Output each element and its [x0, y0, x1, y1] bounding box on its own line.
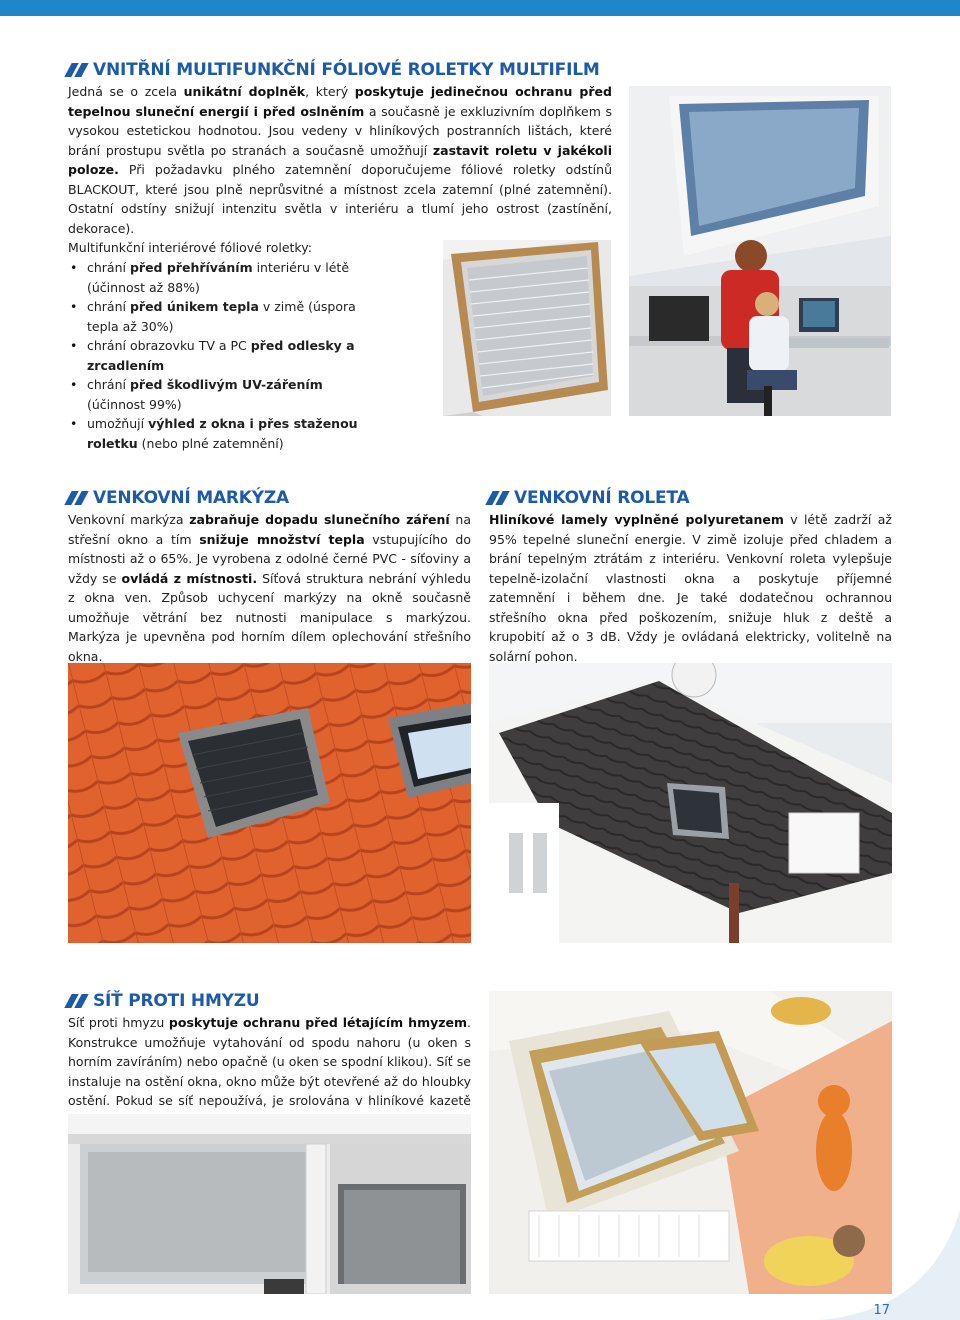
page-number: 17 [873, 1303, 890, 1318]
shutter-title-text: VENKOVNÍ ROLETA [514, 488, 690, 508]
section-title-awning [68, 488, 289, 508]
net-title-text: SÍŤ PROTI HMYZU [93, 991, 260, 1011]
double-slash-icon [68, 491, 85, 505]
interior-benefits-list [68, 258, 368, 453]
double-slash-icon [68, 994, 85, 1008]
benefit-item: • chrání před škodlivým UV-zářením (účinnost 99%) [68, 375, 368, 414]
interior-blind-closeup-photo [443, 240, 611, 416]
interior-list-heading: Multifunkční interiérové fóliové roletky: [68, 240, 312, 255]
benefit-item: • chrání před únikem tepla v zimě (úspora tepla až 30%) [68, 297, 368, 336]
awning-roof-photo [68, 663, 471, 943]
shutter-paragraph: Hliníkové lamely vyplněné polyuretanem v létě zadrží až 95% tepelné sluneční energie. V zimě izoluje před chladem a brání tepelným ztrátám z interiéru. Venkovní roleta vylepšuje tepelně-izolační vlastnosti okna a poskytuje příjemné zatemnění i během dne. Je také dodatečnou ochrannou střešního okna před poškozením, snižuje hluk z deště a krupobití až o 3 dB. Vždy je ovládaná elektricky, volitelně na solární pohon. [489, 512, 892, 664]
benefit-item: • chrání před přehříváním interiéru v létě (účinnost až 88%) [68, 258, 368, 297]
interior-title-text: VNITŘNÍ MULTIFUNKČNÍ FÓLIOVÉ ROLETKY MULTIFILM [93, 60, 600, 80]
net-paragraph: Síť proti hmyzu poskytuje ochranu před létajícím hmyzem. Konstrukce umožňuje vytahování od spodu nahoru (u oken s horním zavíráním) nebo opačně (u oken se spodní klikou). Síť se instaluje na ostění okna, okno může být otevřené až do hloubky ostění. Pokud se síť nepoužívá, je srolována v hliníkové kazetě [68, 1015, 472, 1108]
benefit-item: • chrání obrazovku TV a PC před odlesky a zrcadlením [68, 336, 368, 375]
double-slash-icon [68, 63, 85, 77]
interior-paragraph: Jedná se o zcela unikátní doplněk, který poskytuje jedinečnou ochranu před tepelnou sluneční energií i před oslněním a současně je exkluzivním doplňkem s vysokou estetickou hodnotou. Jsou vedeny v hliníkových postranních lištách, které brání prostupu světla po stranách a současně umožňují zastavit roletu v jakékoli poloze. Při požadavku plného zatemnění doporučujeme fóliové roletky odstínů BLACKOUT, které jsou plně neprůsvitné a místnost zcela zatemní (plné zatemnění). Ostatní odstíny snižují intenzitu světla v interiéru a tlumí jeho ostrost (zastínění, dekorace). [68, 84, 612, 236]
awning-title-text: VENKOVNÍ MARKÝZA [93, 488, 289, 508]
double-slash-icon [489, 491, 506, 505]
attic-office-photo [629, 86, 891, 416]
shutter-house-photo [489, 663, 892, 943]
section-title-shutter [489, 488, 689, 508]
awning-paragraph: Venkovní markýza zabraňuje dopadu slunečního záření na střešní okno a tím snižuje množství tepla vstupujícího do místnosti až o 65%. Je vyrobena z odolné černé PVC - síťoviny a vždy se ovládá z místnosti. Síťová struktura nebrání výhledu z okna ven. Způsob uchycení markýzy na okně současně umožňuje větrání bez nutnosti manipulace s markýzou. Markýza je upevněna pod horním dílem oplechování střešního okna. [68, 512, 472, 664]
page-corner-decoration [820, 1210, 960, 1320]
top-color-bar [0, 0, 960, 16]
benefit-item: • umožňují výhled z okna i přes staženou roletku (nebo plné zatemnění) [68, 414, 368, 453]
section-title-interior [68, 60, 600, 80]
insect-net-photo [68, 1114, 471, 1294]
section-title-net [68, 991, 260, 1011]
